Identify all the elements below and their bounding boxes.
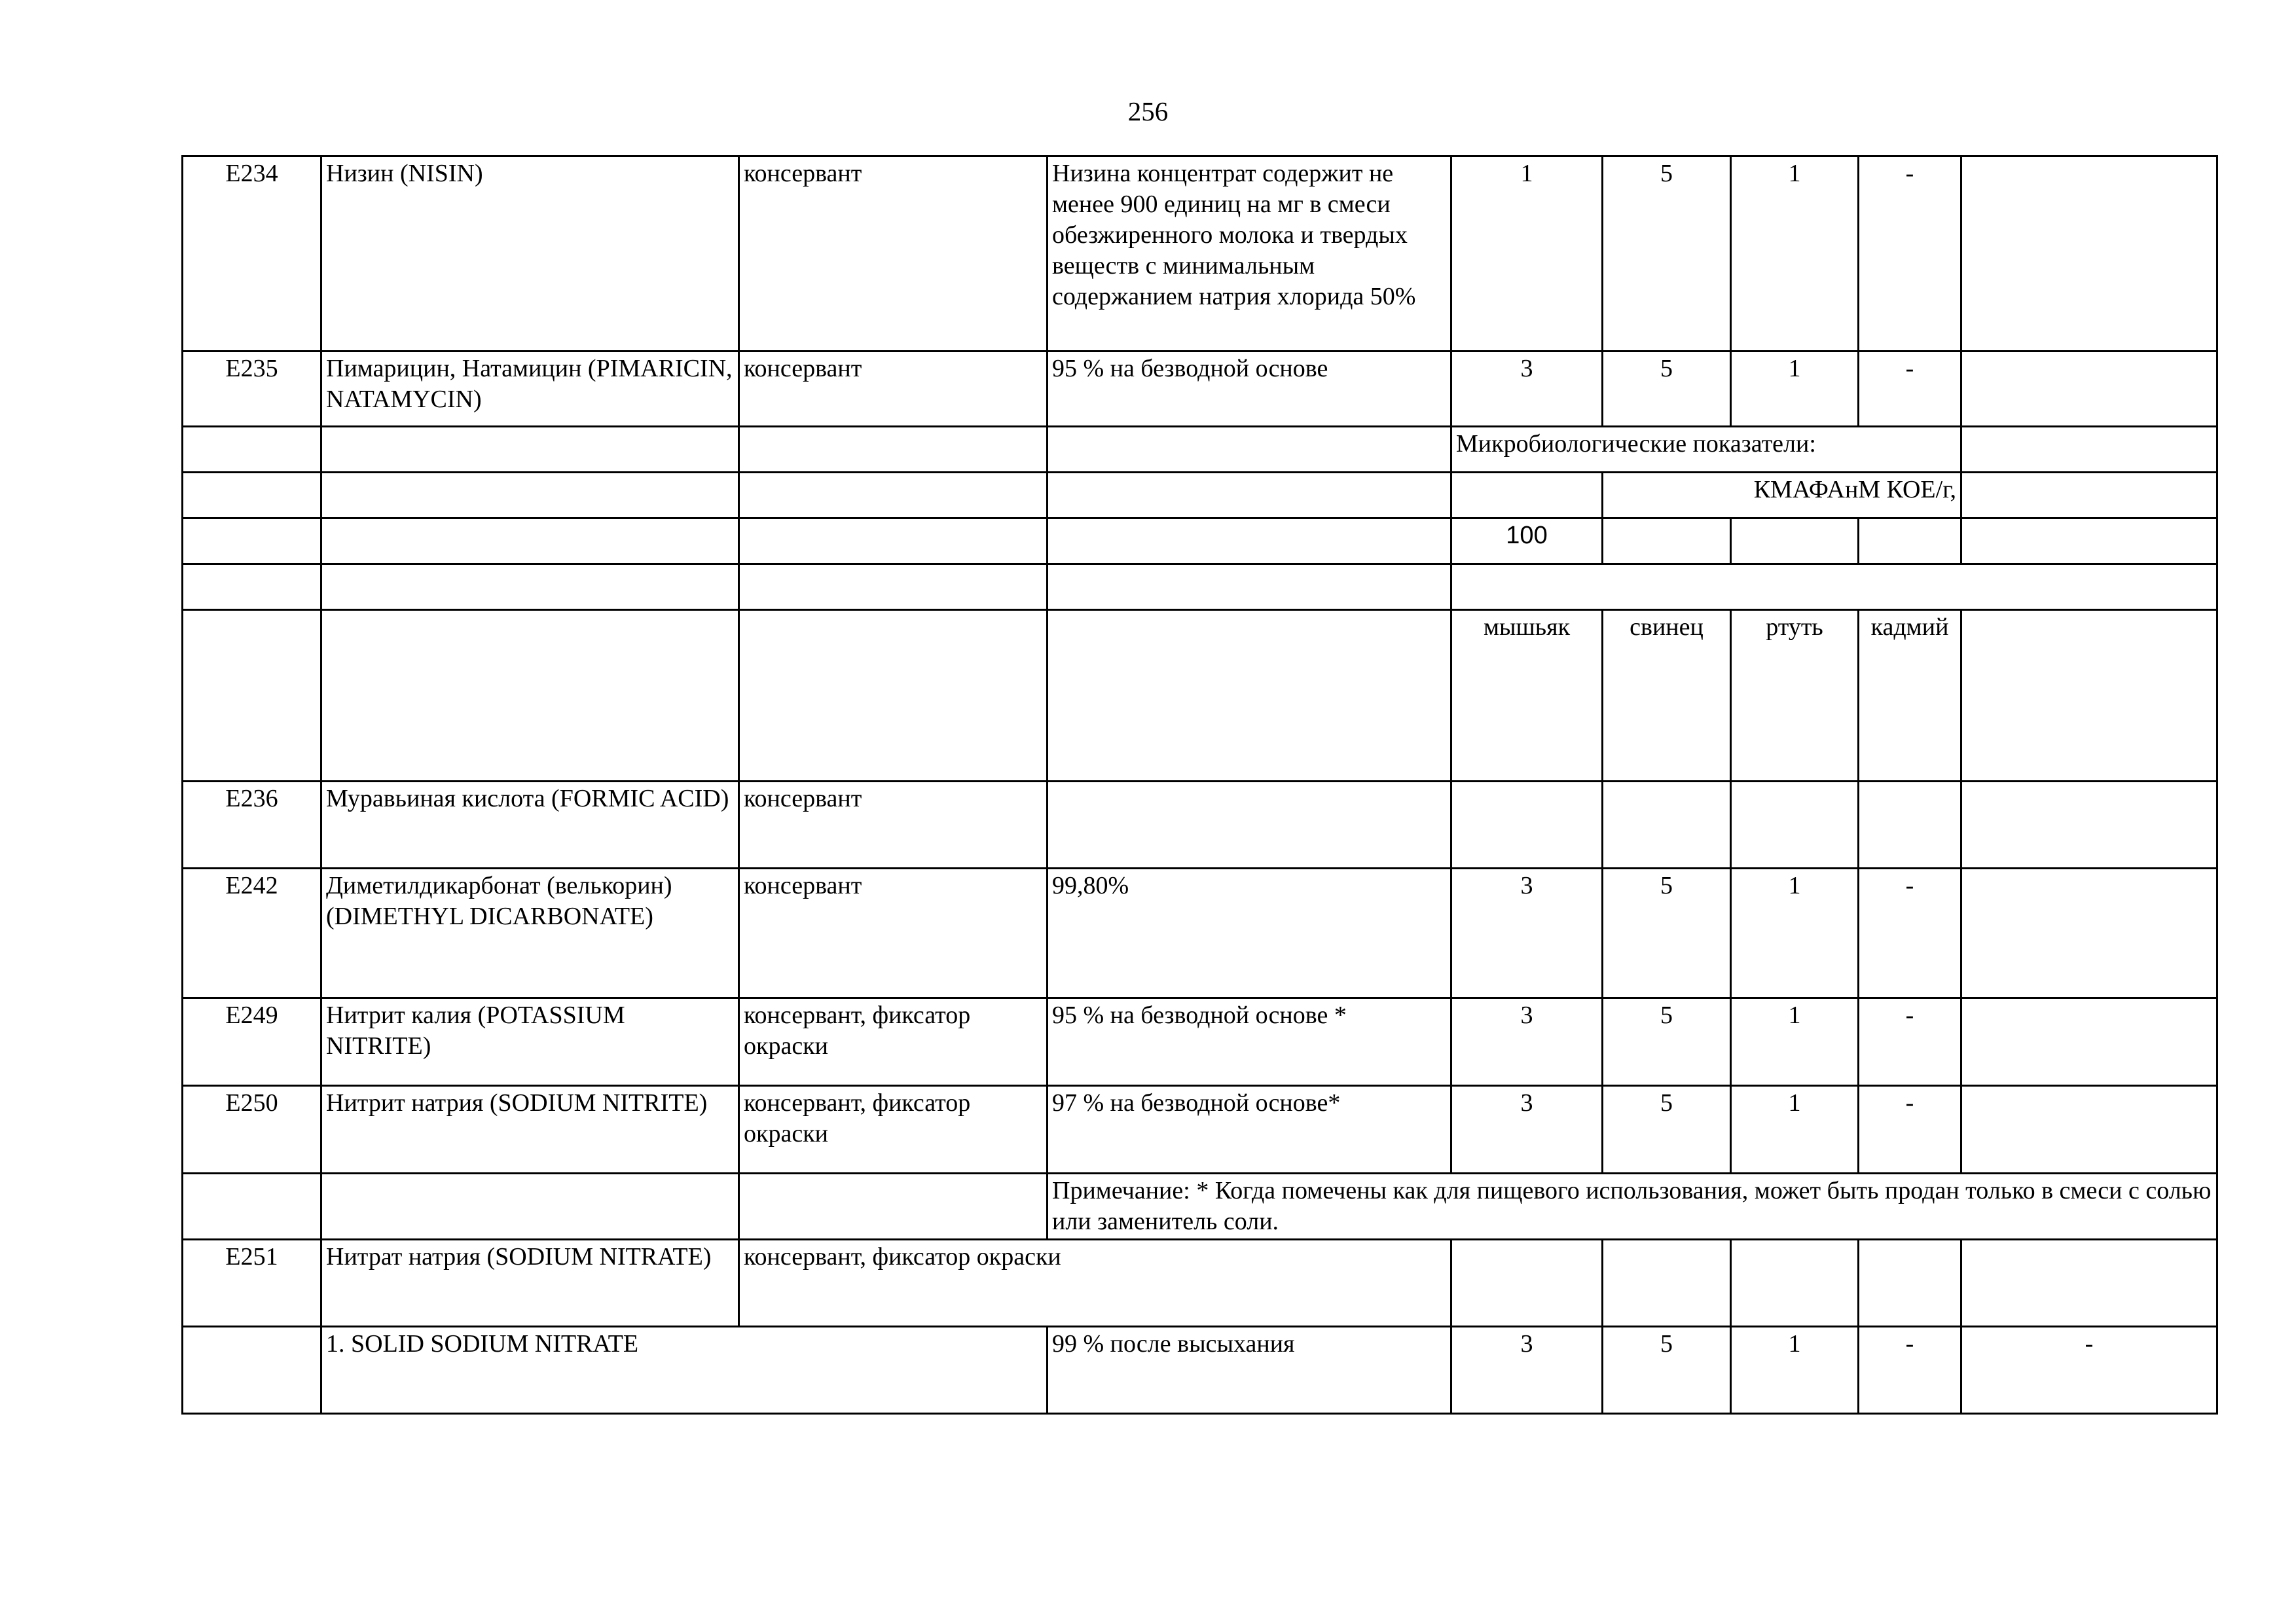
- additive-spec: 95 % на безводной основе: [1048, 352, 1451, 427]
- additive-function: консервант, фиксатор окраски: [739, 998, 1048, 1086]
- empty-cell: [1048, 473, 1451, 518]
- additive-code: E236: [183, 782, 321, 869]
- table-row: [183, 564, 2217, 610]
- table-row: [183, 998, 2217, 1086]
- additive-code: E235: [183, 352, 321, 427]
- additive-code: E250: [183, 1086, 321, 1174]
- arsenic-value: 3: [1451, 998, 1603, 1086]
- table-row: [183, 473, 2217, 518]
- additive-function: консервант: [739, 869, 1048, 998]
- table-row: [183, 427, 2217, 473]
- note-text: Примечание: * Когда помечены как для пищевого использования, может быть продан только в смеси с солью или заменитель соли.: [1048, 1174, 2217, 1240]
- lead-value: 5: [1603, 998, 1731, 1086]
- additive-function: консервант, фиксатор окраски: [739, 1086, 1048, 1174]
- empty-cell: [1048, 518, 1451, 564]
- empty-cell: [1731, 518, 1859, 564]
- empty-cell: [1961, 156, 2217, 352]
- empty-cell: [1961, 1240, 2217, 1327]
- mercury-header: ртуть: [1731, 610, 1859, 782]
- additive-code: E242: [183, 869, 321, 998]
- empty-cell: [1451, 1240, 1603, 1327]
- metals-header-row: [183, 610, 2217, 782]
- empty-cell: [739, 610, 1048, 782]
- empty-cell: [1961, 1086, 2217, 1174]
- additive-code: E251: [183, 1240, 321, 1327]
- additive-name: Низин (NISIN): [321, 156, 739, 352]
- subitem-name: 1. SOLID SODIUM NITRATE: [321, 1327, 1048, 1414]
- table-row: [183, 1086, 2217, 1174]
- empty-cell: [1859, 782, 1961, 869]
- empty-cell: [183, 564, 321, 610]
- empty-cell: [1603, 782, 1731, 869]
- empty-cell: [1451, 782, 1603, 869]
- cadmium-value: -: [1859, 1086, 1961, 1174]
- cadmium-value: -: [1859, 998, 1961, 1086]
- additive-name: Нитрат натрия (SODIUM NITRATE): [321, 1240, 739, 1327]
- empty-cell: [1961, 473, 2217, 518]
- additive-spec: 97 % на безводной основе*: [1048, 1086, 1451, 1174]
- cadmium-value: -: [1859, 1327, 1961, 1414]
- empty-cell: [739, 1174, 1048, 1240]
- additive-code: E249: [183, 998, 321, 1086]
- arsenic-value: 1: [1451, 156, 1603, 352]
- empty-cell: [321, 1174, 739, 1240]
- empty-cell: [1048, 782, 1451, 869]
- cadmium-value: -: [1859, 869, 1961, 998]
- empty-cell: [1961, 998, 2217, 1086]
- empty-cell: [1961, 610, 2217, 782]
- empty-cell: [1961, 427, 2217, 473]
- additive-name: Диметилдикарбонат (велькорин) (DIMETHYL DICARBONATE): [321, 869, 739, 998]
- empty-cell: [183, 427, 321, 473]
- additives-table: [181, 155, 2218, 1415]
- table-row: [183, 518, 2217, 564]
- empty-cell: [1451, 473, 1603, 518]
- lead-value: 5: [1603, 352, 1731, 427]
- table-row: [183, 869, 2217, 998]
- extra-value: -: [1961, 1327, 2217, 1414]
- additive-name: Нитрит натрия (SODIUM NITRITE): [321, 1086, 739, 1174]
- empty-cell: [321, 427, 739, 473]
- empty-cell: [1859, 518, 1961, 564]
- empty-cell: [1731, 1240, 1859, 1327]
- empty-cell: [739, 518, 1048, 564]
- additive-spec: 99,80%: [1048, 869, 1451, 998]
- empty-cell: [183, 518, 321, 564]
- empty-cell: [1731, 782, 1859, 869]
- arsenic-value: 3: [1451, 869, 1603, 998]
- cadmium-value: -: [1859, 352, 1961, 427]
- empty-cell: [739, 564, 1048, 610]
- kmafanm-label: КМАФАнМ КОЕ/г,: [1603, 473, 1961, 518]
- table-row: [183, 352, 2217, 427]
- empty-cell: [1603, 1240, 1731, 1327]
- empty-cell: [739, 473, 1048, 518]
- additive-name: Нитрит калия (POTASSIUM NITRITE): [321, 998, 739, 1086]
- empty-cell: [739, 427, 1048, 473]
- empty-cell: [1048, 610, 1451, 782]
- mercury-value: 1: [1731, 869, 1859, 998]
- table-row: [183, 782, 2217, 869]
- cadmium-value: -: [1859, 156, 1961, 352]
- empty-cell: [183, 473, 321, 518]
- note-row: [183, 1174, 2217, 1240]
- additive-spec: 95 % на безводной основе *: [1048, 998, 1451, 1086]
- lead-value: 5: [1603, 1327, 1731, 1414]
- additive-function: консервант, фиксатор окраски: [739, 1240, 1451, 1327]
- empty-cell: [321, 518, 739, 564]
- empty-cell: [1451, 564, 2217, 610]
- additive-code: E234: [183, 156, 321, 352]
- additive-function: консервант: [739, 352, 1048, 427]
- lead-value: 5: [1603, 1086, 1731, 1174]
- cadmium-header: кадмий: [1859, 610, 1961, 782]
- empty-cell: [1859, 1240, 1961, 1327]
- empty-cell: [183, 610, 321, 782]
- empty-cell: [1961, 869, 2217, 998]
- arsenic-value: 3: [1451, 352, 1603, 427]
- arsenic-value: 3: [1451, 1086, 1603, 1174]
- additive-function: консервант: [739, 156, 1048, 352]
- mercury-value: 1: [1731, 1327, 1859, 1414]
- empty-cell: [321, 610, 739, 782]
- table-row: [183, 156, 2217, 352]
- empty-cell: [183, 1174, 321, 1240]
- empty-cell: [1603, 518, 1731, 564]
- mercury-value: 1: [1731, 352, 1859, 427]
- empty-cell: [321, 473, 739, 518]
- additive-function: консервант: [739, 782, 1048, 869]
- empty-cell: [1961, 518, 2217, 564]
- table-row: [183, 1327, 2217, 1414]
- kmafanm-value: 100: [1451, 518, 1603, 564]
- empty-cell: [1048, 427, 1451, 473]
- micro-title: Микробиологические показатели:: [1451, 427, 1961, 473]
- mercury-value: 1: [1731, 156, 1859, 352]
- page-number: 256: [1127, 96, 1169, 126]
- empty-cell: [1961, 352, 2217, 427]
- mercury-value: 1: [1731, 998, 1859, 1086]
- mercury-value: 1: [1731, 1086, 1859, 1174]
- empty-cell: [183, 1327, 321, 1414]
- lead-value: 5: [1603, 156, 1731, 352]
- empty-cell: [1048, 564, 1451, 610]
- additive-spec: Низина концентрат содержит не менее 900 единиц на мг в смеси обезжиренного молока и твердых веществ с минимальным содержанием натрия хлорида 50%: [1048, 156, 1451, 352]
- empty-cell: [1961, 782, 2217, 869]
- additive-name: Муравьиная кислота (FORMIC ACID): [321, 782, 739, 869]
- lead-value: 5: [1603, 869, 1731, 998]
- empty-cell: [321, 564, 739, 610]
- additive-name: Пимарицин, Натамицин (PIMARICIN, NATAMYCIN): [321, 352, 739, 427]
- arsenic-header: мышьяк: [1451, 610, 1603, 782]
- table-row: [183, 1240, 2217, 1327]
- arsenic-value: 3: [1451, 1327, 1603, 1414]
- subitem-spec: 99 % после высыхания: [1048, 1327, 1451, 1414]
- lead-header: свинец: [1603, 610, 1731, 782]
